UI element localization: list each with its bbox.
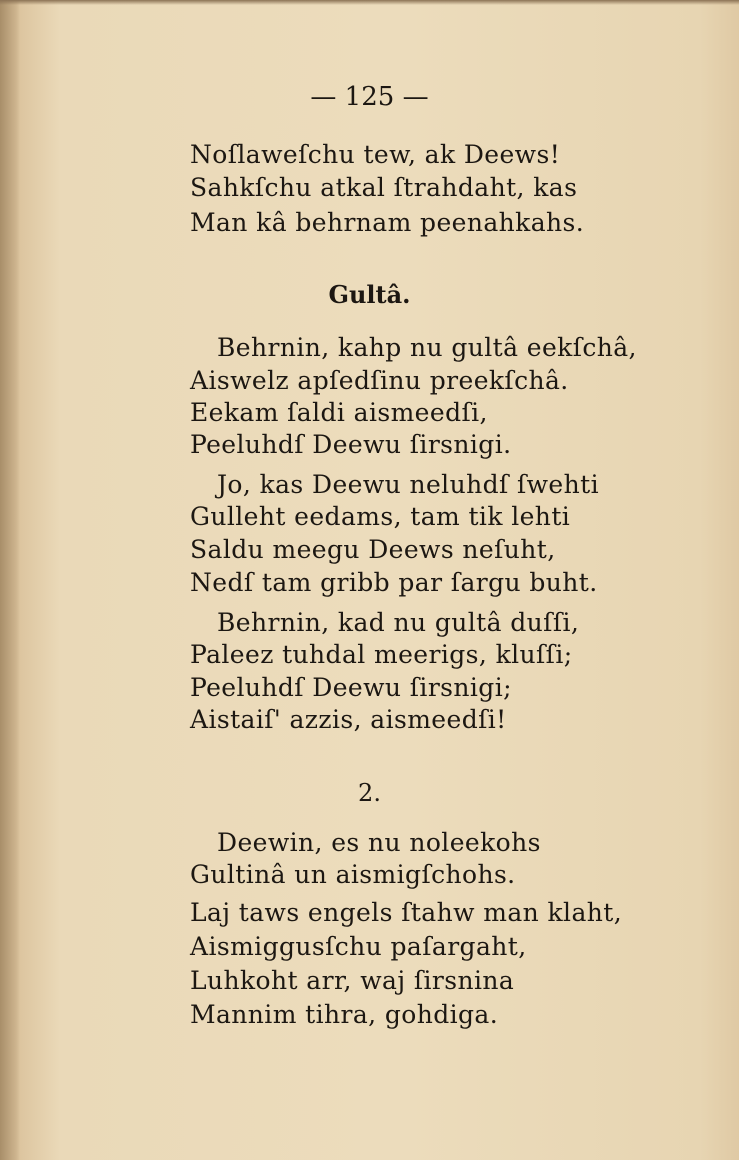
section-title: Gultâ. bbox=[328, 280, 411, 309]
page-top-edge bbox=[0, 0, 739, 5]
verse-line: Peeluhdſ Deewu ſirsnigi. bbox=[190, 430, 512, 459]
verse-line: Deewin, es nu noleekohs bbox=[217, 828, 541, 857]
page-binding-shadow bbox=[0, 0, 20, 1160]
verse-line: Gultinâ un aismigſchohs. bbox=[190, 860, 516, 889]
verse-line: Aiswelz apſedſinu preekſchâ. bbox=[190, 366, 569, 395]
verse-line: Nedſ tam gribb par ſargu buht. bbox=[190, 568, 598, 597]
verse-line: Gulleht eedams, tam tik lehti bbox=[190, 502, 571, 531]
verse-line: Noſlaweſchu tew, ak Deews! bbox=[190, 140, 561, 169]
verse-line: Saldu meegu Deews neſuht, bbox=[190, 535, 556, 564]
verse-line: Aismiggusſchu paſargaht, bbox=[190, 932, 527, 961]
verse-line: Peeluhdſ Deewu ſirsnigi; bbox=[190, 673, 512, 702]
verse-line: Mannim tihra, gohdiga. bbox=[190, 1000, 499, 1029]
verse-line: Sahkſchu atkal ſtrahdaht, kas bbox=[190, 173, 578, 202]
section-number: 2. bbox=[358, 779, 381, 807]
verse-line: Jo, kas Deewu neluhdſ ſwehti bbox=[217, 470, 599, 499]
verse-line: Paleez tuhdal meerigs, kluſſi; bbox=[190, 640, 573, 669]
bleed-through-shadow bbox=[702, 150, 709, 174]
verse-line: Man kâ behrnam peenahkahs. bbox=[190, 208, 585, 237]
verse-line: Eekam ſaldi aismeedſi, bbox=[190, 398, 488, 427]
verse-line: Behrnin, kahp nu gultâ eekſchâ, bbox=[217, 333, 637, 362]
verse-line: Laj taws engels ſtahw man klaht, bbox=[190, 898, 623, 927]
page-number: — 125 — bbox=[310, 82, 429, 112]
verse-line: Luhkoht arr, waj ſirsnina bbox=[190, 966, 515, 995]
verse-line: Aistaiſ' azzis, aismeedſi! bbox=[190, 705, 507, 734]
verse-line: Behrnin, kad nu gultâ duſſi, bbox=[217, 608, 580, 637]
